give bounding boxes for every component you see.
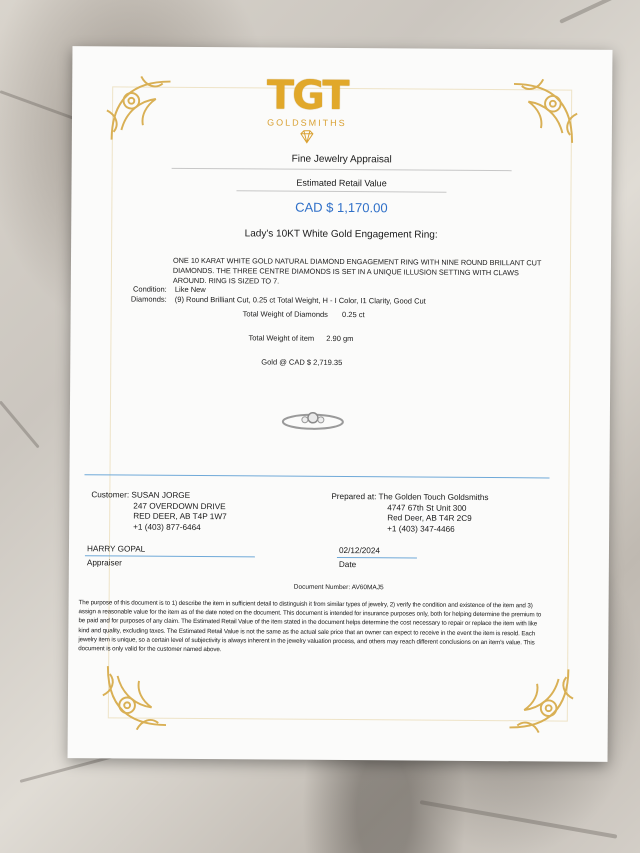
customer-name: SUSAN JORGE	[131, 490, 191, 500]
company-logo	[237, 72, 378, 149]
marble-vein	[420, 800, 618, 839]
item-weight-value: 2.90 gm	[326, 333, 354, 344]
prepared-phone: +1 (403) 347-4466	[387, 523, 455, 534]
flourish-bottom-left-icon	[98, 656, 177, 735]
date-label: Date	[338, 559, 357, 570]
item-weight-label: Total Weight of item	[248, 333, 315, 343]
disclaimer-text: The purpose of this document is to 1) describe the item in sufficient detail to distinguish it from similar types of jewelry, 2) verify the condition and existence of the item and 3) assign a reasonable value for the item as of the date noted on the document. This document is intended for insurance purposes only, both for helping determine the premium to be paid and for purposes of any claim. The Estimated Retail Value of the item stated in the document helps determine the cost necessary to repair or replace the item with like kind and quality, excluding taxes. The Estimated Retail Value is not the same as the actual sale price that an owner can expect to receive in the event the item is resold. Each jewelry item is unique, so a certain level of subjectivity is always inherent in the jewelry valuation process, and others may reach different conclusions on an item's value. This document is only valid for the customer named above.	[78, 599, 542, 654]
document-heading: Fine Jewelry Appraisal	[291, 153, 392, 166]
logo-mark: TGT	[266, 72, 348, 120]
appraiser-name: HARRY GOPAL	[86, 544, 146, 554]
diamond-weight-label: Total Weight of Diamonds	[242, 309, 328, 319]
prepared-address1: 4747 67th St Unit 300	[387, 502, 467, 513]
gold-price-row	[261, 357, 342, 367]
estimated-price: CAD $ 1,170.00	[295, 199, 388, 216]
flourish-bottom-right-icon	[500, 659, 579, 738]
customer-address1: 247 OVERDOWN DRIVE	[133, 501, 226, 511]
estimated-value-label: Estimated Retail Value	[296, 177, 387, 189]
prepared-address2: Red Deer, AB T4R 2C9	[387, 513, 472, 523]
condition-label: Condition:	[132, 284, 167, 294]
appraisal-document	[68, 46, 613, 762]
item-title: Lady's 10KT White Gold Engagement Ring:	[244, 228, 438, 241]
customer-address2: RED DEER, AB T4P 1W7	[133, 511, 227, 522]
diamond-icon	[300, 130, 314, 144]
condition-value: Like New	[174, 284, 206, 295]
prepared-name: The Golden Touch Goldsmiths	[378, 492, 489, 503]
marble-vein	[0, 401, 40, 449]
gold-price: Gold @ CAD $ 2,719.35	[261, 357, 343, 368]
diamonds-label: Diamonds:	[130, 294, 167, 304]
document-number: Document Number: AV60MAJ5	[293, 583, 384, 592]
appraiser-label: Appraiser	[86, 558, 122, 568]
item-description: ONE 10 KARAT WHITE GOLD NATURAL DIAMOND ENGAGEMENT RING WITH NINE ROUND BRILLANT CUT DIAMONDS. THE THREE CENTRE DIAMONDS IS SET IN A UNIQUE ILLUSION SETTING WITH CLAWS AROUND. RING IS SIZED TO 7.	[172, 255, 542, 286]
date-value: 02/12/2024	[338, 545, 380, 556]
flourish-top-right-icon	[504, 74, 583, 153]
item-weight-row	[248, 333, 353, 343]
customer-block	[91, 490, 227, 533]
condition-row	[111, 284, 206, 294]
ring-image	[278, 408, 348, 434]
diamond-weight-value: 0.25 ct	[342, 310, 365, 320]
diamond-weight-row	[243, 309, 365, 319]
customer-label: Customer:	[91, 490, 130, 500]
marble-vein	[559, 0, 633, 24]
logo-subtitle: GOLDSMITHS	[267, 117, 347, 129]
prepared-block	[331, 492, 488, 535]
diamonds-value: (9) Round Brilliant Cut, 0.25 ct Total Weight, H - I Color, I1 Clarity, Good Cut	[174, 294, 426, 306]
prepared-label: Prepared at:	[331, 491, 377, 502]
customer-phone: +1 (403) 877-6464	[133, 522, 201, 532]
flourish-top-left-icon	[102, 71, 181, 150]
